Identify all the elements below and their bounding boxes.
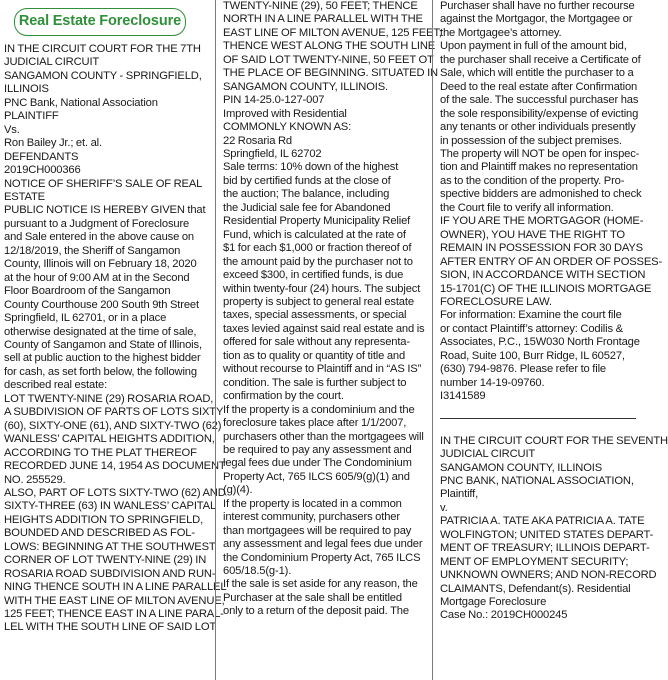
text-line: legal fees due under The Condominium xyxy=(223,457,412,470)
text-line: County, Illinois will on February 18, 2020 xyxy=(4,258,197,271)
text-line: NOTICE OF SHERIFF’S SALE OF REAL xyxy=(4,177,203,190)
text-line: taxes levied against said real estate and is xyxy=(223,322,425,335)
text-line: property is subject to general real estate xyxy=(223,295,414,308)
text-line: RECORDED JUNE 14, 1954 AS DOCUMENT xyxy=(4,460,226,473)
text-line: Road, Suite 100, Burr Ridge, IL 60527, xyxy=(440,349,625,362)
text-line: confirmation by the court. xyxy=(223,390,344,403)
text-line: ALSO, PART OF LOTS SIXTY-TWO (62) AND xyxy=(4,486,226,499)
column-3 xyxy=(440,0,668,680)
text-line: ILLINOIS xyxy=(4,83,49,96)
column-divider-1 xyxy=(215,0,216,680)
text-line: Purchaser at the sale shall be entitled xyxy=(223,591,402,604)
notice-1-part-1 xyxy=(4,43,227,635)
text-line: JUDICIAL CIRCUIT xyxy=(440,448,536,461)
text-line: THE PLACE OF BEGINNING. SITUATED IN xyxy=(223,67,438,80)
text-line: any tenants or other individuals presently xyxy=(440,121,636,134)
text-line: Purchaser shall have no further recourse xyxy=(440,0,635,12)
text-line: ROSARIA ROAD SUBDIVISION AND RUN- xyxy=(4,567,216,580)
text-line: at the hour of 9:00 AM at in the Second xyxy=(4,271,190,284)
text-line: County of Sangamon and State of Illinois, xyxy=(4,338,202,351)
notice-1-part-2 xyxy=(223,0,442,619)
text-line: spective bidders are admonished to check xyxy=(440,188,642,201)
text-line: Deed to the real estate after Confirmation xyxy=(440,80,638,93)
text-line: and Sale entered in the above cause on xyxy=(4,231,194,244)
text-line: BOUNDED AND DESCRIBED AS FOL- xyxy=(4,527,195,540)
text-line: Associates, P.C., 15W030 North Frontage xyxy=(440,336,640,349)
text-line: ACCORDING TO THE PLAT THEREOF xyxy=(4,446,197,459)
text-line: number 14-19-09760. xyxy=(440,376,545,389)
text-line: the Judicial sale fee for Abandoned xyxy=(223,201,391,214)
notice-separator xyxy=(440,418,636,419)
text-line: LOT TWENTY-NINE (29) ROSARIA ROAD, xyxy=(4,392,214,405)
text-line: against the Mortgagor, the Mortgagee or xyxy=(440,13,633,26)
text-line: LOWS: BEGINNING AT THE SOUTHWEST xyxy=(4,540,216,553)
text-line: the Mortgagee’s attorney. xyxy=(440,26,562,39)
text-line: within twenty-four (24) hours. The subject xyxy=(223,282,421,295)
text-line: Upon payment in full of the amount bid, xyxy=(440,40,627,53)
text-line: LEL WITH THE SOUTH LINE OF SAID LOT xyxy=(4,621,217,634)
text-line: than mortgagees will be required to pay xyxy=(223,524,412,537)
text-line: the sole responsibility/expense of evicting xyxy=(440,107,639,120)
text-line: without recourse to Plaintiff and in “AS IS” xyxy=(223,363,422,376)
text-line: THENCE WEST ALONG THE SOUTH LINE xyxy=(223,40,436,53)
text-line: Sale, which will entitle the purchaser to a xyxy=(440,67,634,80)
text-line: described real estate: xyxy=(4,379,108,392)
text-line: A SUBDIVISION OF PARTS OF LOTS SIXTY xyxy=(4,406,224,419)
text-line: as to the condition of the property. Pro- xyxy=(440,174,625,187)
text-line: (60), SIXTY-ONE (61), AND SIXTY-TWO (62) xyxy=(4,419,222,432)
text-line: 605/18.5(g-1). xyxy=(223,565,292,578)
text-line: PNC BANK, NATIONAL ASSOCIATION, xyxy=(440,474,634,487)
text-line: MENT OF EMPLOYMENT SECURITY; xyxy=(440,555,629,568)
section-header-badge xyxy=(14,8,186,36)
text-line: JUDICIAL CIRCUIT xyxy=(4,56,100,69)
text-line: OWNER), YOU HAVE THE RIGHT TO xyxy=(440,228,625,241)
text-line: The property will NOT be open for inspec- xyxy=(440,147,640,160)
text-line: in possession of the subject premises. xyxy=(440,134,622,147)
text-line: tion as to quality or quantity of title and xyxy=(223,349,406,362)
text-line: pursuant to a Judgment of Foreclosure xyxy=(4,217,190,230)
text-line: UNKNOWN OWNERS; AND NON-RECORD xyxy=(440,569,657,582)
text-line: SANGAMON COUNTY, ILLINOIS xyxy=(440,461,603,474)
text-line: purchasers other than the mortgagees will xyxy=(223,430,424,443)
text-line: bid by certified funds at the close of xyxy=(223,174,391,187)
text-line: EAST LINE OF MILTON AVENUE, 125 FEET; xyxy=(223,26,442,39)
text-line: Vs. xyxy=(4,123,20,136)
text-line: IN THE CIRCUIT COURT FOR THE SEVENTH xyxy=(440,434,668,447)
text-line: Improved with Residential xyxy=(223,107,347,120)
text-line: PLAINTIFF xyxy=(4,110,59,123)
text-line: 22 Rosaria Rd xyxy=(223,134,292,147)
notice-1-part-3 xyxy=(440,0,663,404)
text-line: otherwise designated at the time of sale, xyxy=(4,325,197,338)
text-line: HEIGHTS ADDITION TO SPRINGFIELD, xyxy=(4,513,204,526)
text-line: the auction; The balance, including xyxy=(223,188,390,201)
text-line: OF SAID LOT TWENTY-NINE, 50 FEET OT xyxy=(223,53,434,66)
text-line: the purchaser shall receive a Certificate of xyxy=(440,53,641,66)
text-line: COMMONLY KNOWN AS: xyxy=(223,121,352,134)
text-line: WANLESS’ CAPITAL HEIGHTS ADDITION, xyxy=(4,433,215,446)
text-line: SANGAMON COUNTY, ILLINOIS. xyxy=(223,80,389,93)
text-line: Springfield, IL 62701, or in a place xyxy=(4,312,167,325)
text-line: 15-1701(C) OF THE ILLINOIS MORTGAGE xyxy=(440,282,652,295)
text-line: PATRICIA A. TATE AKA PATRICIA A. TATE xyxy=(440,515,645,528)
text-line: condition. The sale is further subject to xyxy=(223,376,407,389)
text-line: County Courthouse 200 South 9th Street xyxy=(4,298,199,311)
text-line: exceed $300, in certified funds, is due xyxy=(223,269,404,282)
text-line: the amount paid by the purchaser not to xyxy=(223,255,413,268)
text-line: For information: Examine the court file xyxy=(440,309,622,322)
text-line: IN THE CIRCUIT COURT FOR THE 7TH xyxy=(4,43,201,55)
text-line: FORECLOSURE LAW. xyxy=(440,295,552,308)
text-line: CORNER OF LOT TWENTY-NINE (29) IN xyxy=(4,554,207,567)
text-line: of the sale. The successful purchaser has xyxy=(440,94,639,107)
text-line: TWENTY-NINE (29), 50 FEET; THENCE xyxy=(223,0,418,12)
text-line: MENT OF TREASURY; ILLINOIS DEPART- xyxy=(440,542,650,555)
text-line: foreclosure takes place after 1/1/2007, xyxy=(223,417,407,430)
text-line: Property Act, 765 ILCS 605/9(g)(1) and xyxy=(223,470,410,483)
text-line: $1 for each $1,000 or fraction thereof of xyxy=(223,242,412,255)
text-line: sell at public auction to the highest bidder xyxy=(4,352,201,365)
text-line: only to a return of the deposit paid. The xyxy=(223,605,409,618)
text-line: If the property is located in a common xyxy=(223,497,402,510)
text-line: v. xyxy=(440,501,448,514)
text-line: Residential Property Municipality Relief xyxy=(223,215,411,228)
text-line: PIN 14-25.0-127-007 xyxy=(223,94,325,107)
text-line: REMAIN IN POSSESSION FOR 30 DAYS xyxy=(440,242,643,255)
text-line: interest community, purchasers other xyxy=(223,511,400,524)
text-line: Ron Bailey Jr.; et. al. xyxy=(4,137,102,150)
text-line: NING THENCE SOUTH IN A LINE PARALLEL xyxy=(4,581,227,594)
text-line: NO. 255529. xyxy=(4,473,66,486)
text-line: Fund, which is calculated at the rate of xyxy=(223,228,406,241)
text-line: NORTH IN A LINE PARALLEL WITH THE xyxy=(223,13,423,26)
section-title: Real Estate Foreclosure xyxy=(18,13,182,30)
text-line: PUBLIC NOTICE IS HEREBY GIVEN that xyxy=(4,204,206,217)
text-line: DEFENDANTS xyxy=(4,150,79,163)
text-line: 12/18/2019, the Sheriff of Sangamon xyxy=(4,244,181,257)
text-line: be required to pay any assessment and xyxy=(223,443,412,456)
text-line: SION, IN ACCORDANCE WITH SECTION xyxy=(440,269,646,282)
text-line: tion and Plaintiff makes no representation xyxy=(440,161,638,174)
text-line: Floor Boardroom of the Sangamon xyxy=(4,285,171,298)
column-divider-2 xyxy=(432,0,433,680)
text-line: I3141589 xyxy=(440,390,486,403)
column-1 xyxy=(4,0,227,680)
column-2 xyxy=(223,0,442,680)
text-line: IF YOU ARE THE MORTGAGOR (HOME- xyxy=(440,215,644,228)
text-line: or contact Plaintiff’s attorney: Codilis & xyxy=(440,322,623,335)
text-line: WOLFINGTON; UNITED STATES DEPART- xyxy=(440,528,654,541)
text-line: ESTATE xyxy=(4,190,45,203)
text-line: WITH THE EAST LINE OF MILTON AVENUE, xyxy=(4,594,225,607)
text-line: AFTER ENTRY OF AN ORDER OF POSSES- xyxy=(440,255,663,268)
text-line: offered for sale without any representa- xyxy=(223,336,410,349)
text-line: Case No.: 2019CH000245 xyxy=(440,609,568,622)
notice-2 xyxy=(440,434,668,623)
text-line: SANGAMON COUNTY - SPRINGFIELD, xyxy=(4,69,202,82)
text-line: PNC Bank, National Association xyxy=(4,96,158,109)
text-line: (g)(4). xyxy=(223,484,253,497)
text-line: any assessment and legal fees due under xyxy=(223,538,423,551)
text-line: SIXTY-THREE (63) IN WANLESS’ CAPITAL xyxy=(4,500,217,513)
text-line: 125 FEET; THENCE EAST IN A LINE PARAL- xyxy=(4,608,224,621)
text-line: Mortgage Foreclosure xyxy=(440,596,547,609)
text-line: Springfield, IL 62702 xyxy=(223,147,322,160)
text-line: If the property is a condominium and the xyxy=(223,403,415,416)
text-line: Sale terms: 10% down of the highest xyxy=(223,161,399,174)
text-line: CLAIMANTS, Defendant(s). Residential xyxy=(440,582,631,595)
text-line: the Court file to verify all information. xyxy=(440,201,614,214)
text-line: (630) 794-9876. Please refer to file xyxy=(440,363,606,376)
text-line: Plaintiff, xyxy=(440,488,479,501)
text-line: for cash, as set forth below, the following xyxy=(4,365,197,378)
text-line: taxes, special assessments, or special xyxy=(223,309,407,322)
text-line: If the sale is set aside for any reason, the xyxy=(223,578,418,591)
text-line: the Condominium Property Act, 765 ILCS xyxy=(223,551,421,564)
text-line: 2019CH000366 xyxy=(4,164,81,177)
